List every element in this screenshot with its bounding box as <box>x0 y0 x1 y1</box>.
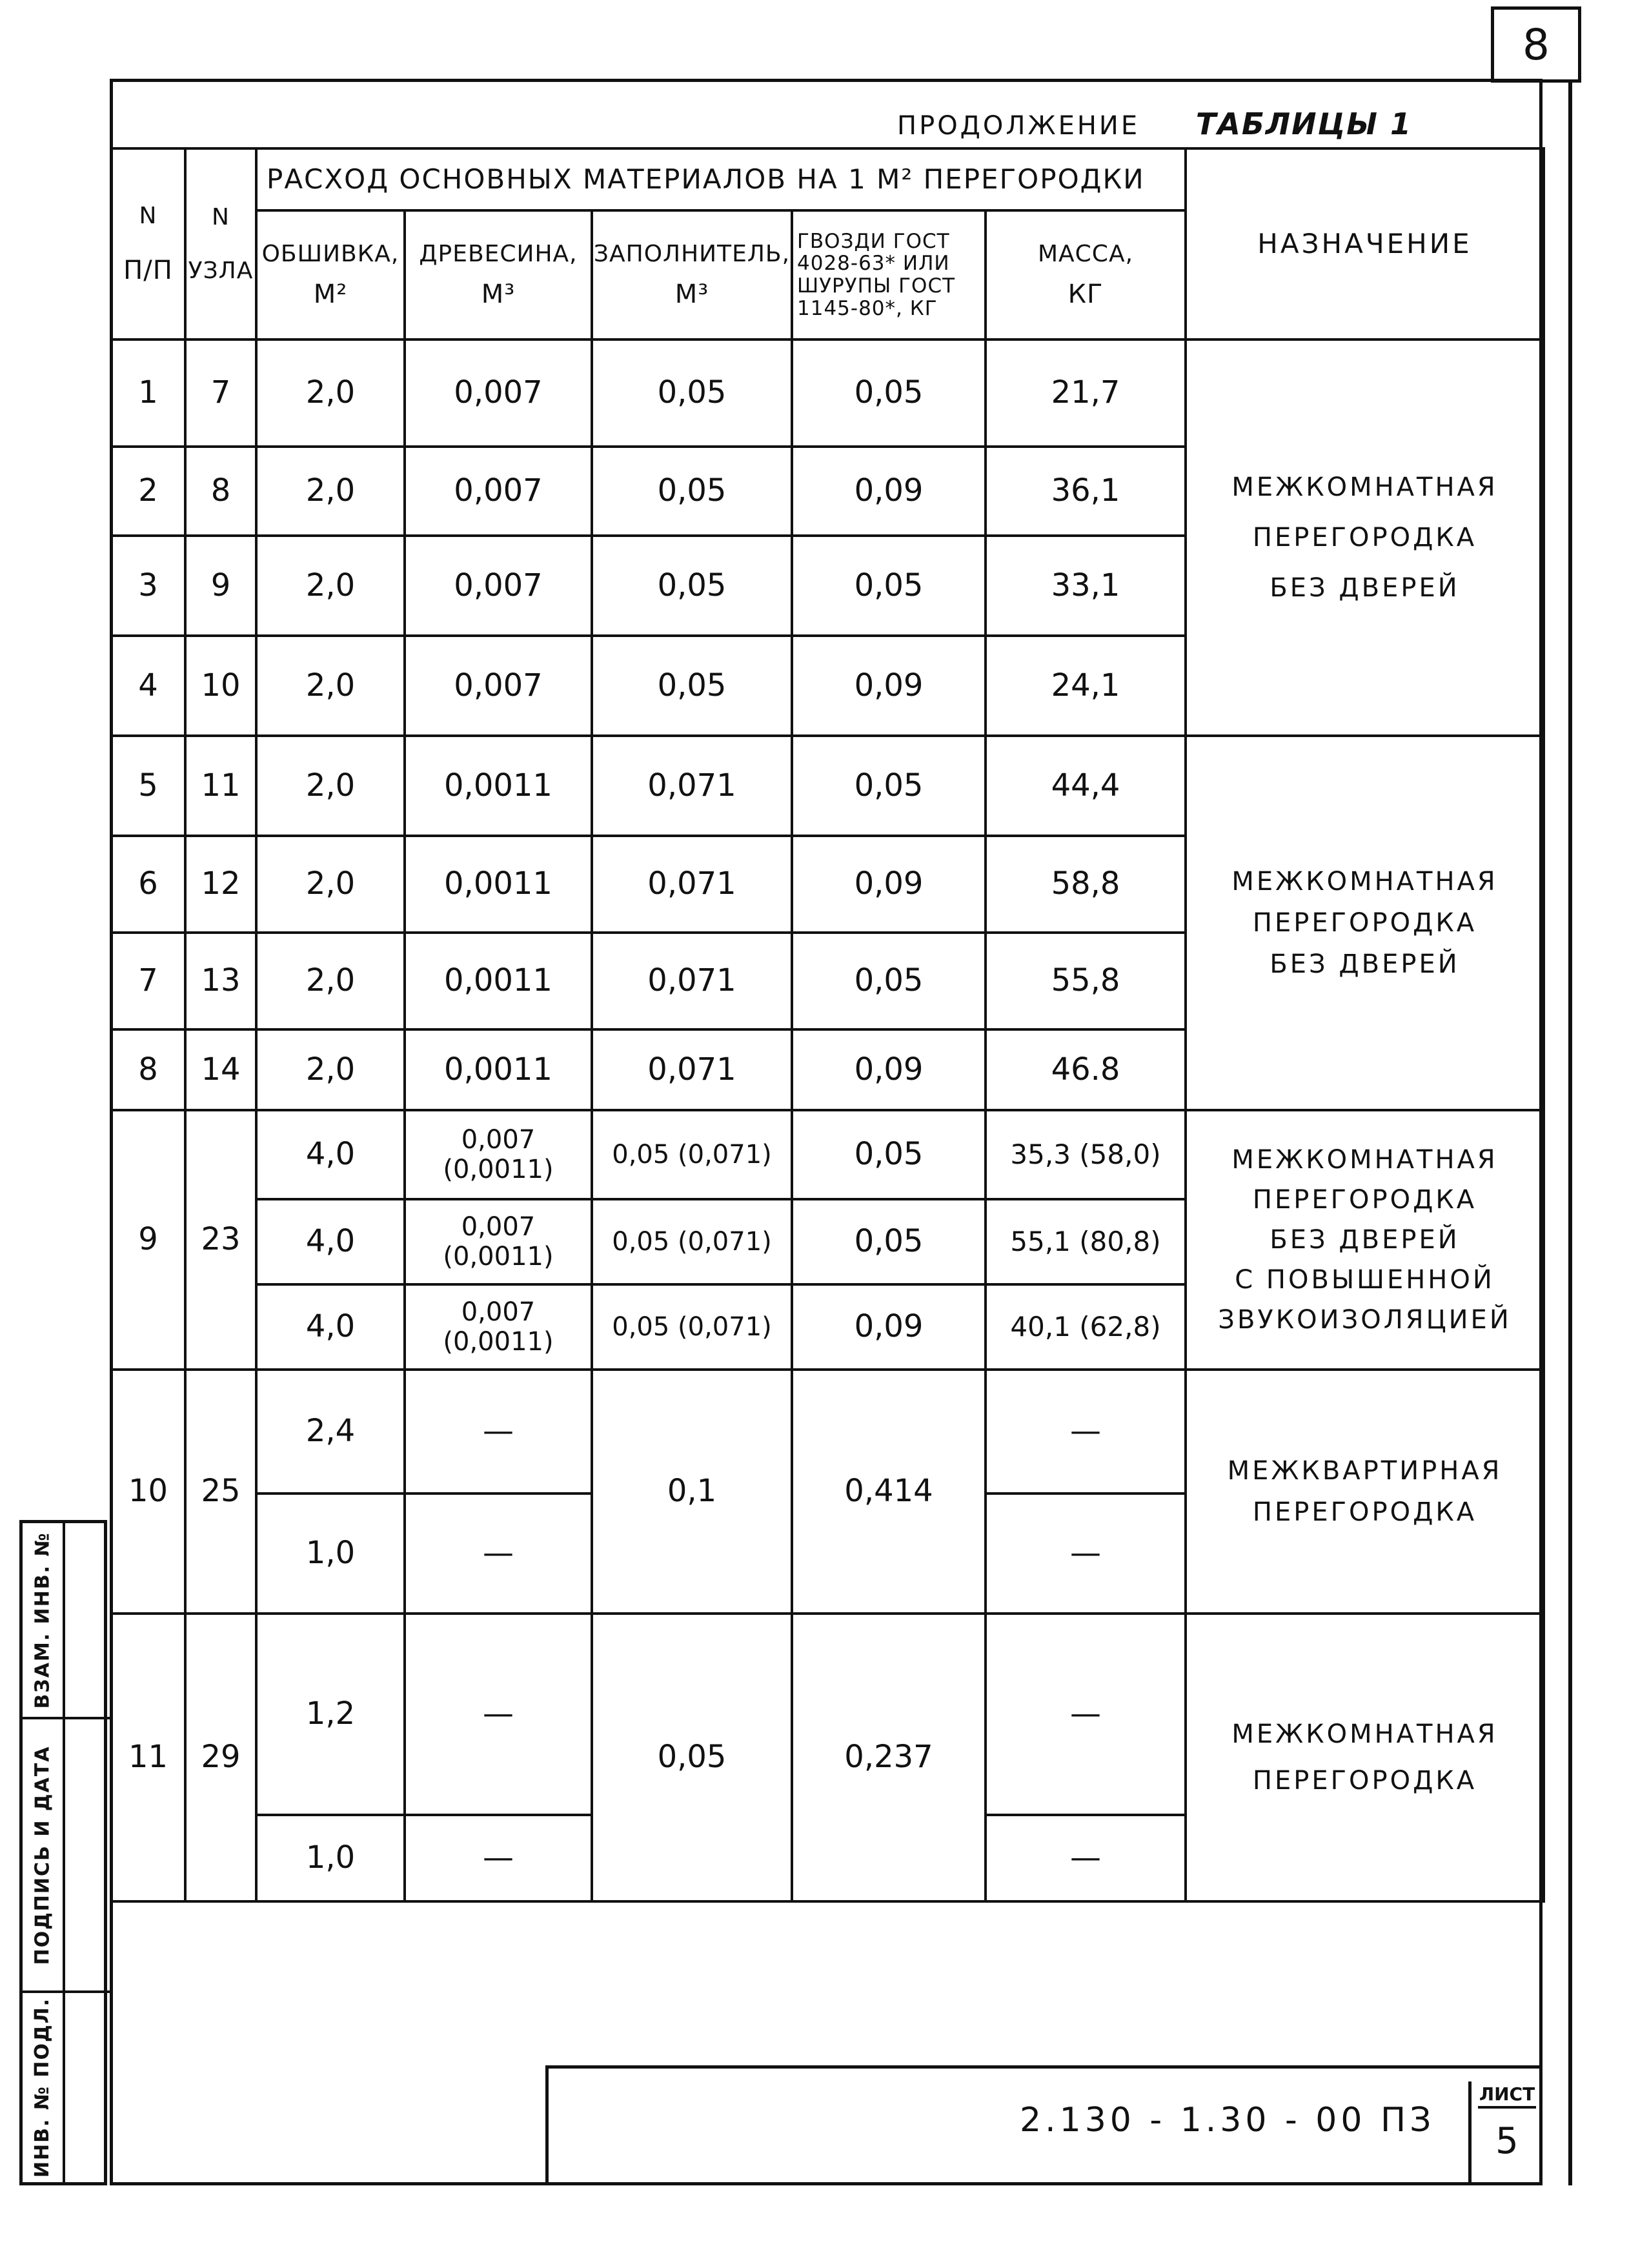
table-cell: 0,0011 <box>405 736 592 836</box>
table-cell: 0,05 <box>592 636 792 736</box>
table-row <box>111 1614 1544 1815</box>
table-cell: 55,8 <box>986 933 1186 1029</box>
replacement-inv-cell: ВЗАМ. ИНВ. № <box>23 1523 65 1717</box>
table-cell: 0,1 <box>592 1370 792 1614</box>
table-cell: 2,0 <box>256 536 405 636</box>
table-cell: 4 <box>111 636 185 736</box>
table-cell: 44,4 <box>986 736 1186 836</box>
table-cell: 0,09 <box>792 836 986 933</box>
purpose-group-2: МЕЖКОМНАТНАЯ ПЕРЕГОРОДКА БЕЗ ДВЕРЕЙ <box>1186 736 1544 1110</box>
frame-right-rule <box>1568 83 1572 2185</box>
table-cell: 0,071 <box>592 736 792 836</box>
table-cell: — <box>986 1614 1186 1815</box>
table-cell: 0,414 <box>792 1370 986 1614</box>
table-cell: 2,0 <box>256 447 405 536</box>
sheet-number: 5 <box>1495 2120 1519 2162</box>
table-cell: 0,05 (0,071) <box>592 1110 792 1199</box>
table-cell: 2,0 <box>256 933 405 1029</box>
table-cell: — <box>986 1493 1186 1614</box>
purpose-group-3: МЕЖКОМНАТНАЯ ПЕРЕГОРОДКА БЕЗ ДВЕРЕЙ С ПОВЫШЕННОЙ ЗВУКОИЗОЛЯЦИЕЙ <box>1186 1110 1544 1370</box>
table-cell: 3 <box>111 536 185 636</box>
table-cell: 0,05 <box>592 447 792 536</box>
table-cell: 9 <box>185 536 256 636</box>
table-cell: 4,0 <box>256 1284 405 1370</box>
table-cell: 0,071 <box>592 836 792 933</box>
table-cell: 0,0011 <box>405 836 592 933</box>
table-cell: 2 <box>111 447 185 536</box>
table-cell: 0,007 (0,0011) <box>405 1284 592 1370</box>
inv-orig-cell: ИНВ. № ПОДЛ. <box>23 1993 65 2182</box>
table-cell: 4,0 <box>256 1110 405 1199</box>
table-continuation-heading <box>897 106 1412 141</box>
table-cell: 1,0 <box>256 1815 405 1901</box>
table-cell: 0,05 <box>592 1614 792 1901</box>
table-cell: 36,1 <box>986 447 1186 536</box>
table-cell: — <box>405 1815 592 1901</box>
table-cell: 46.8 <box>986 1029 1186 1110</box>
table-cell: 0,007 <box>405 447 592 536</box>
table-cell: 24,1 <box>986 636 1186 736</box>
table-cell: 0,05 <box>792 339 986 447</box>
sheet-label: ЛИСТ <box>1478 2083 1536 2109</box>
table-cell: 23 <box>185 1110 256 1370</box>
table-cell: 6 <box>111 836 185 933</box>
table-cell: 0,05 (0,071) <box>592 1199 792 1284</box>
table-cell: 35,3 (58,0) <box>986 1110 1186 1199</box>
table-cell: 0,05 <box>792 736 986 836</box>
table-cell: 2,0 <box>256 736 405 836</box>
table-cell: 40,1 (62,8) <box>986 1284 1186 1370</box>
table-cell: 0,05 (0,071) <box>592 1284 792 1370</box>
table-cell: — <box>405 1614 592 1815</box>
table-cell: 0,05 <box>792 933 986 1029</box>
signature-date-cell: ПОДПИСЬ И ДАТА <box>23 1719 65 1990</box>
table-cell: 0,007 <box>405 339 592 447</box>
header-node-number: N УЗЛА <box>185 148 256 339</box>
table-cell: 13 <box>185 933 256 1029</box>
table-cell: 0,0011 <box>405 1029 592 1110</box>
header-row-number: N П/П <box>111 148 185 339</box>
materials-table <box>110 147 1545 1903</box>
header-wood: ДРЕВЕСИНА, М³ <box>405 210 592 339</box>
table-cell: 1,0 <box>256 1493 405 1614</box>
header-materials-group: РАСХОД ОСНОВНЫХ МАТЕРИАЛОВ НА 1 М² ПЕРЕГОРОДКИ <box>256 148 1186 210</box>
table-cell: 0,007 (0,0011) <box>405 1110 592 1199</box>
table-cell: 2,0 <box>256 339 405 447</box>
table-cell: 4,0 <box>256 1199 405 1284</box>
table-cell: — <box>986 1815 1186 1901</box>
table-cell: 10 <box>185 636 256 736</box>
header-purpose: НАЗНАЧЕНИЕ <box>1186 148 1544 339</box>
purpose-group-5: МЕЖКОМНАТНАЯ ПЕРЕГОРОДКА <box>1186 1614 1544 1901</box>
table-cell: 2,0 <box>256 1029 405 1110</box>
document-code: 2.130 - 1.30 - 00 ПЗ <box>1020 2101 1435 2140</box>
table-cell: 0,071 <box>592 1029 792 1110</box>
table-cell: 0,007 (0,0011) <box>405 1199 592 1284</box>
table-name: ТАБЛИЦЫ 1 <box>1195 106 1412 141</box>
table-cell: 2,4 <box>256 1370 405 1493</box>
table-cell: 0,007 <box>405 636 592 736</box>
table-cell: 29 <box>185 1614 256 1901</box>
table-cell: 11 <box>111 1614 185 1901</box>
table-cell: 9 <box>111 1110 185 1370</box>
table-cell: 0,09 <box>792 1029 986 1110</box>
table-row <box>111 1110 1544 1199</box>
table-cell: 25 <box>185 1370 256 1614</box>
header-mass: МАССА, КГ <box>986 210 1186 339</box>
purpose-group-1: МЕЖКОМНАТНАЯ ПЕРЕГОРОДКА БЕЗ ДВЕРЕЙ <box>1186 339 1544 736</box>
table-cell: 0,071 <box>592 933 792 1029</box>
continuation-label: ПРОДОЛЖЕНИЕ <box>897 111 1140 141</box>
table-cell: 12 <box>185 836 256 933</box>
table-cell: 7 <box>185 339 256 447</box>
side-stamp <box>19 1520 107 2185</box>
table-cell: 0,007 <box>405 536 592 636</box>
table-row <box>111 339 1544 447</box>
table-cell: 0,05 <box>792 1199 986 1284</box>
table-cell: 33,1 <box>986 536 1186 636</box>
header-nails-screws: ГВОЗДИ ГОСТ 4028-63* ИЛИ ШУРУПЫ ГОСТ 1145-80*, КГ <box>792 210 986 339</box>
table-row <box>111 736 1544 836</box>
table-cell: 10 <box>111 1370 185 1614</box>
table-cell: 2,0 <box>256 836 405 933</box>
table-cell: 5 <box>111 736 185 836</box>
table-cell: — <box>986 1370 1186 1493</box>
table-cell: — <box>405 1370 592 1493</box>
table-cell: — <box>405 1493 592 1614</box>
table-cell: 0,05 <box>592 339 792 447</box>
header-filler: ЗАПОЛНИТЕЛЬ, М³ <box>592 210 792 339</box>
table-cell: 7 <box>111 933 185 1029</box>
table-cell: 2,0 <box>256 636 405 736</box>
table-row <box>111 1370 1544 1493</box>
table-cell: 0,09 <box>792 636 986 736</box>
table-cell: 58,8 <box>986 836 1186 933</box>
table-cell: 0,09 <box>792 1284 986 1370</box>
table-cell: 0,09 <box>792 447 986 536</box>
table-cell: 11 <box>185 736 256 836</box>
table-cell: 1,2 <box>256 1614 405 1815</box>
table-cell: 8 <box>111 1029 185 1110</box>
table-cell: 0,0011 <box>405 933 592 1029</box>
table-cell: 0,05 <box>792 536 986 636</box>
sheet-corner-number: 8 <box>1491 6 1581 83</box>
table-cell: 0,05 <box>592 536 792 636</box>
table-cell: 14 <box>185 1029 256 1110</box>
table-cell: 55,1 (80,8) <box>986 1199 1186 1284</box>
table-cell: 0,237 <box>792 1614 986 1901</box>
table-cell: 21,7 <box>986 339 1186 447</box>
table-cell: 1 <box>111 339 185 447</box>
table-cell: 8 <box>185 447 256 536</box>
purpose-group-4: МЕЖКВАРТИРНАЯ ПЕРЕГОРОДКА <box>1186 1370 1544 1614</box>
header-sheathing: ОБШИВКА, М² <box>256 210 405 339</box>
table-cell: 0,05 <box>792 1110 986 1199</box>
